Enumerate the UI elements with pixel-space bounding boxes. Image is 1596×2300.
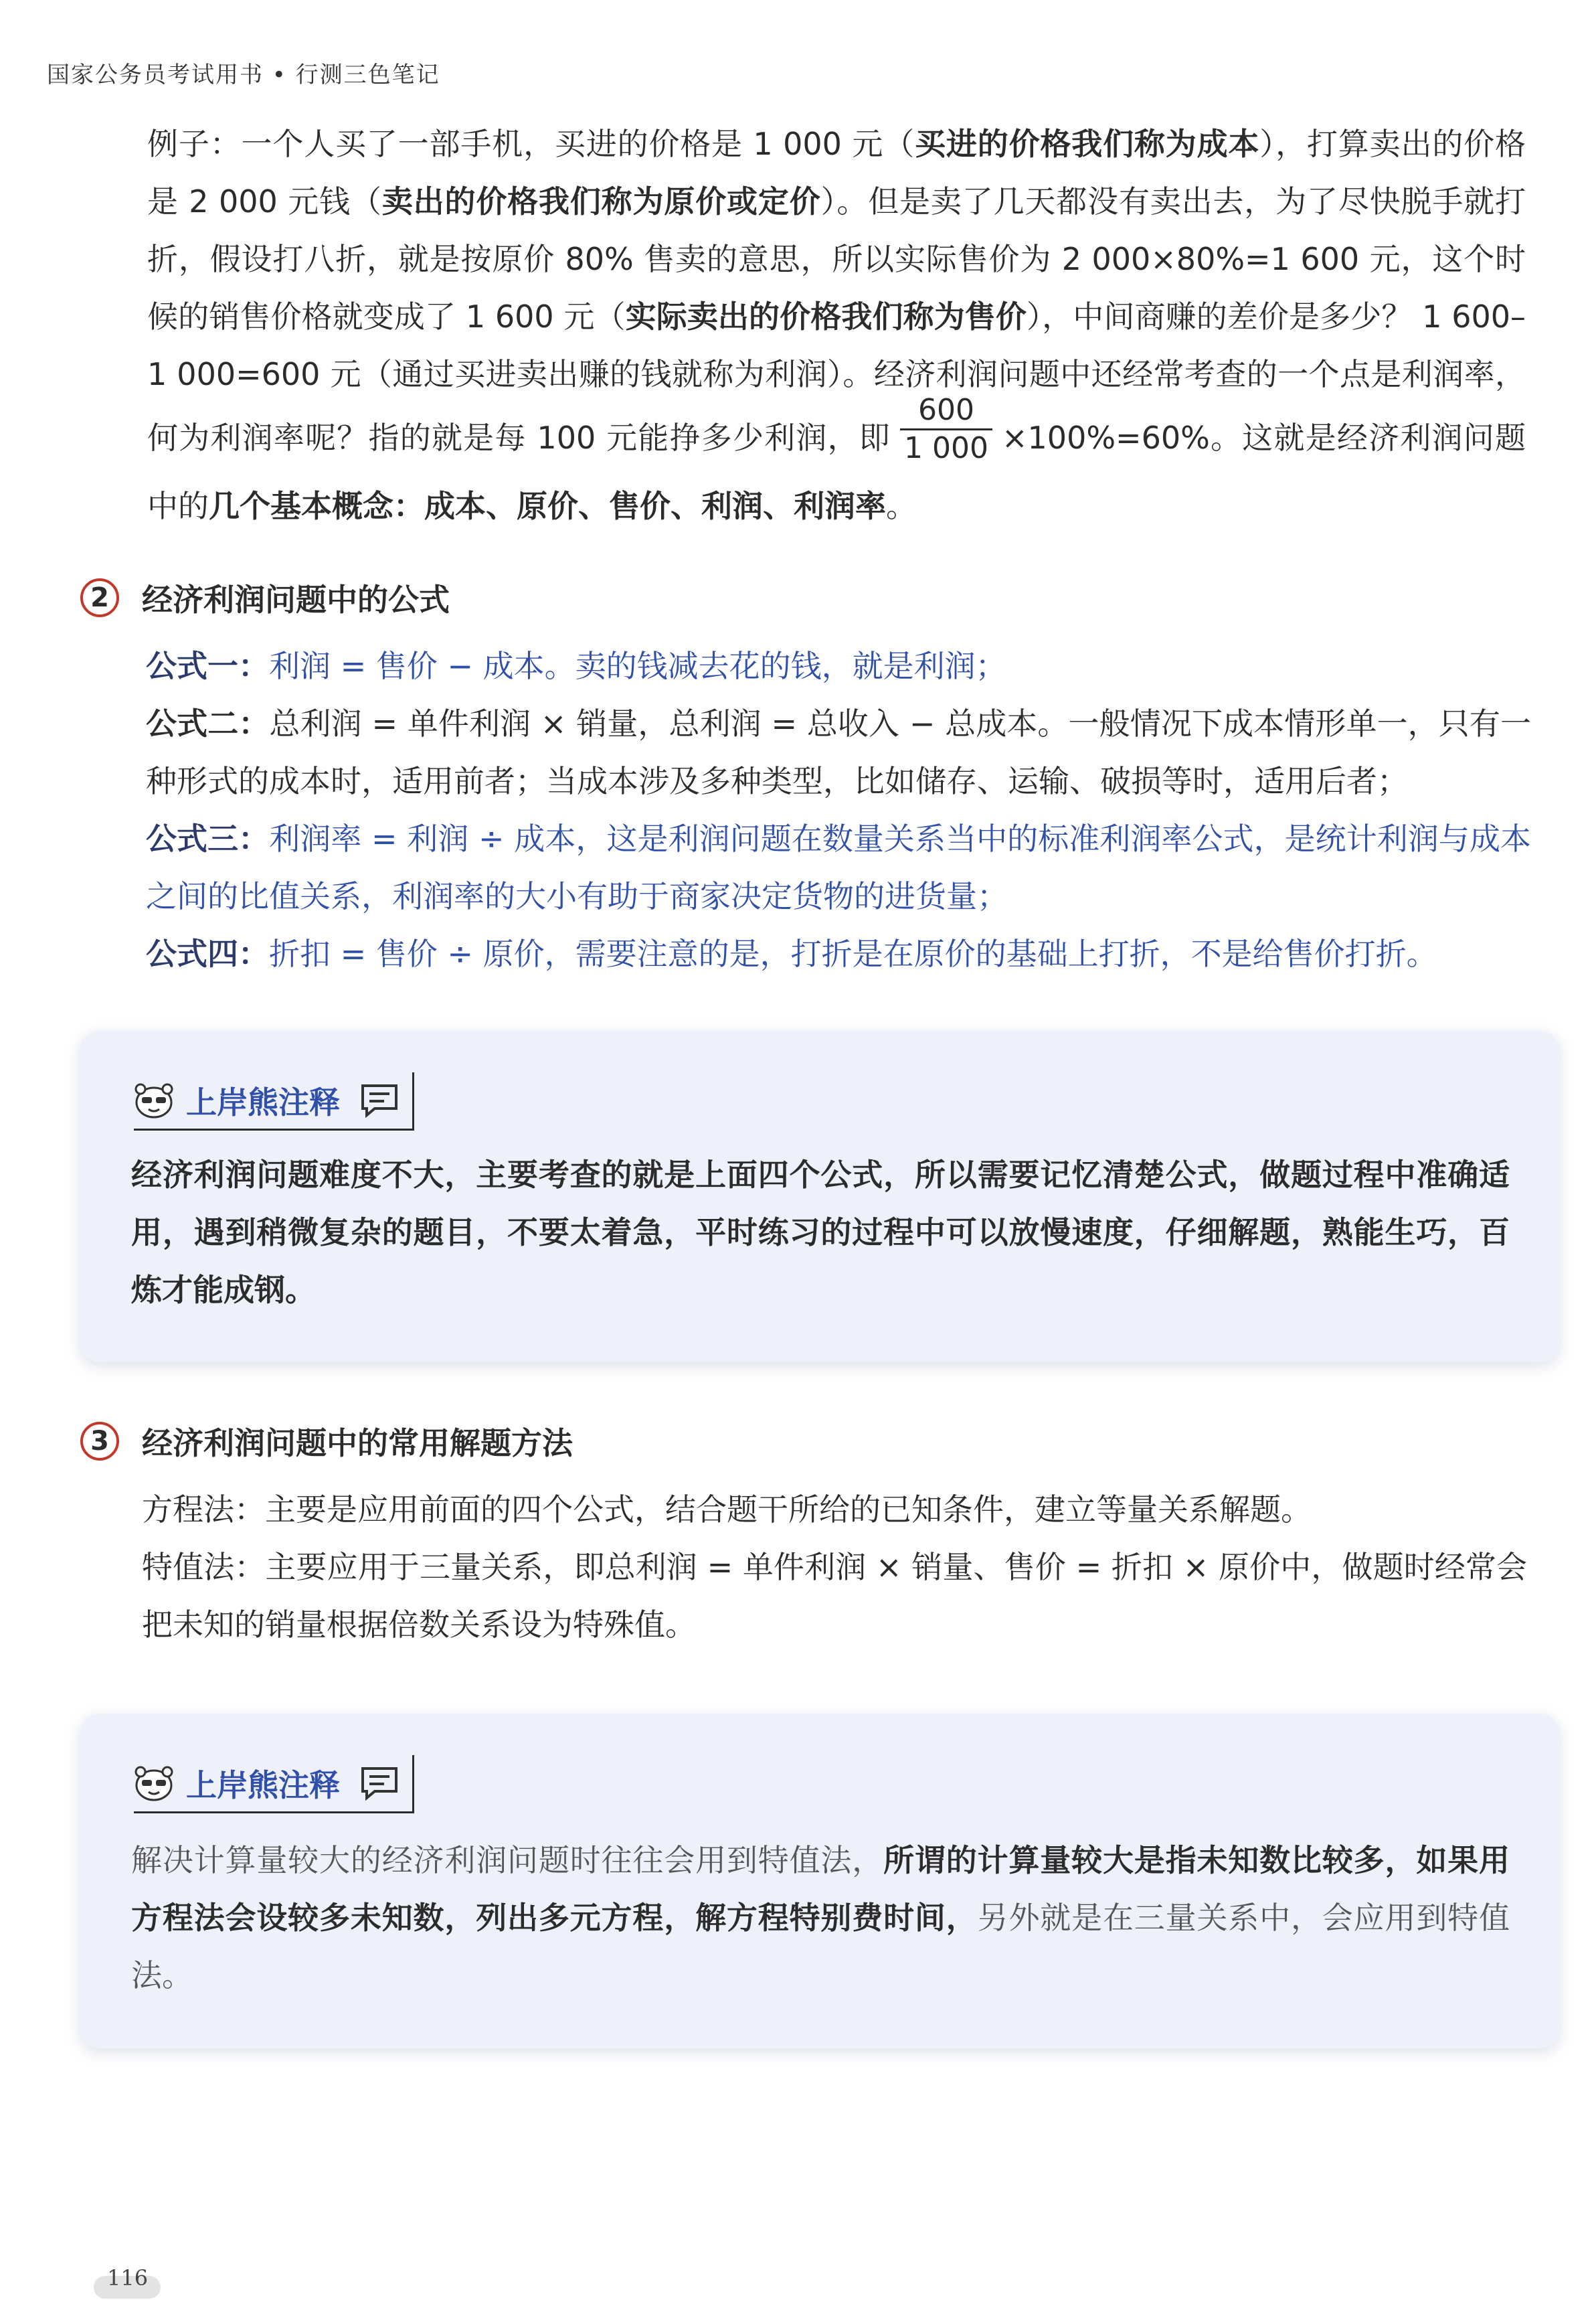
formula-3: 公式三：利润率 = 利润 ÷ 成本，这是利润问题在数量关系当中的标准利润率公式，是统计利润与成本之间的比值关系，利润率的大小有助于商家决定货物的进货量；	[146, 821, 1531, 914]
note-box-1	[80, 1031, 1559, 1362]
section-title: 经济利润问题中的公式	[142, 582, 450, 618]
note-text: 解决计算量较大的经济利润问题时往往会用到特值法，所谓的计算量较大是指未知数比较多，如果用方程法会设较多未知数，列出多元方程，解方程特别费时间，另外就是在三量关系中，会应用到特值法。	[131, 1842, 1510, 1993]
section-number-badge: 2	[80, 578, 119, 617]
note-title: 上岸熊注释	[134, 1755, 414, 1813]
section-3-heading	[80, 1419, 573, 1463]
comment-icon	[360, 1766, 399, 1801]
section-2-heading	[80, 576, 450, 620]
formula-2: 公式二：总利润 = 单件利润 × 销量，总利润 = 总收入 − 总成本。一般情况下成本情形单一，只有一种形式的成本时，适用前者；当成本涉及多种类型，比如储存、运输、破损等时，适用后者；	[146, 706, 1531, 799]
formula-1: 公式一：利润 = 售价 − 成本。卖的钱减去花的钱，就是利润；	[146, 648, 1006, 684]
formula-4: 公式四：折扣 = 售价 ÷ 原价，需要注意的是，打折是在原价的基础上打折，不是给售价打折。	[146, 936, 1437, 972]
bear-icon	[134, 1082, 174, 1119]
bear-icon	[134, 1765, 174, 1801]
profit-rate-fraction: $\frac{600}{1 000}$	[900, 392, 992, 467]
note-box-2	[80, 1714, 1559, 2048]
note-text: 经济利润问题难度不大，主要考查的就是上面四个公式，所以需要记忆清楚公式，做题过程中准确适用，遇到稍微复杂的题目，不要太着急，平时练习的过程中可以放慢速度，仔细解题，熟能生巧，百炼才能成钢。	[131, 1157, 1510, 1308]
section-title: 经济利润问题中的常用解题方法	[142, 1425, 573, 1461]
example-paragraph: 例子：一个人买了一部手机，买进的价格是 1 000 元（买进的价格我们称为成本），打算卖出的价格是 2 000 元钱（卖出的价格我们称为原价或定价）。但是卖了几天都没有卖出去，为了尽快脱手就打折，假设打八折，就是按原价 80% 售卖的意思，所以实际售价为 2 000×80%=1 600 元，这个时候的销售价格就变成了 1 600 元（实际卖出的价格我们称为售价），中间商赚的差价是多少？ 1 600–1 000=600 元（通过买进卖出赚的钱就称为利润）。经济利润问题中还经常考查的一个点是利润率，何为利润率呢？指的就是每 100 元能挣多少利润，即 $\frac{600}{1 000}$ ×100%=60%。这就是经济利润问题中的几个基本概念：成本、原价、售价、利润、利润率。	[147, 126, 1526, 524]
note-title: 上岸熊注释	[134, 1072, 414, 1131]
method-special-value: 特值法：主要应用于三量关系，即总利润 = 单件利润 × 销量、售价 = 折扣 × 原价中，做题时经常会把未知的销量根据倍数关系设为特殊值。	[142, 1549, 1527, 1643]
section-number-badge: 3	[80, 1422, 119, 1461]
comment-icon	[360, 1083, 399, 1118]
method-equation: 方程法：主要是应用前面的四个公式，结合题干所给的已知条件，建立等量关系解题。	[142, 1491, 1312, 1528]
page-number: 116	[107, 2265, 149, 2291]
running-header: 国家公务员考试用书 • 行测三色笔记	[47, 62, 440, 88]
